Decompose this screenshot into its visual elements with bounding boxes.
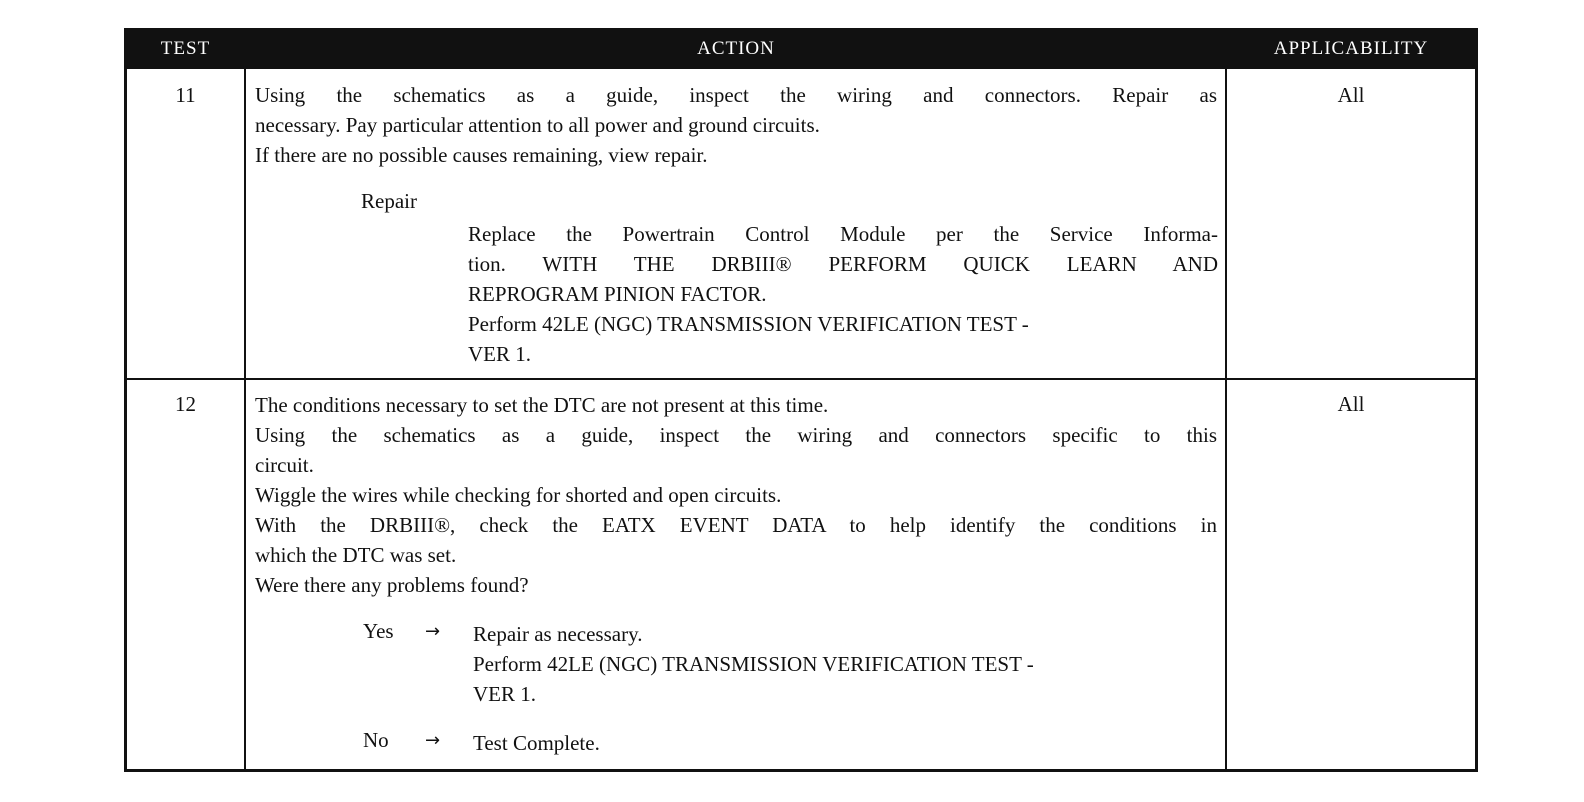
row-12-line-2: Using the schematics as a guide, inspect the wiring and connectors specific to this: [255, 423, 1217, 447]
row-12-line-4: Wiggle the wires while checking for shorted and open circuits.: [255, 483, 782, 507]
table-header: [127, 31, 1475, 69]
row-11-repair-line-5: VER 1.: [468, 342, 531, 366]
row-12-no-text: [473, 728, 1218, 758]
row-11-action-text: [255, 80, 1217, 170]
header-test: TEST: [160, 38, 211, 59]
row-11-repair-line-1: Replace the Powertrain Control Module per the Service Informa-: [468, 222, 1218, 246]
row-11-line-1: Using the schematics as a guide, inspect the wiring and connectors. Repair as: [255, 83, 1217, 107]
row-11-line-3: If there are no possible causes remaining, view repair.: [255, 143, 708, 167]
row-divider: [127, 378, 1475, 380]
row-12-yes-arrow-icon: →: [425, 621, 441, 642]
column-divider-left: [244, 69, 246, 769]
row-12-line-7: Were there any problems found?: [255, 573, 529, 597]
row-12-no-arrow-icon: →: [425, 730, 441, 751]
row-12-line-3: circuit.: [255, 453, 314, 477]
row-11-line-2: necessary. Pay particular attention to all power and ground circuits.: [255, 113, 820, 137]
row-11-test-number: 11: [175, 83, 196, 107]
row-12-line-5: With the DRBIII®, check the EATX EVENT DATA to help identify the conditions in: [255, 513, 1217, 537]
row-12-no-label: No: [363, 728, 389, 752]
header-action: ACTION: [697, 38, 775, 59]
row-12-line-6: which the DTC was set.: [255, 543, 457, 567]
row-12-yes-line-3: VER 1.: [473, 682, 536, 706]
row-12-yes-label: Yes: [363, 619, 394, 643]
row-11-repair-label: Repair: [361, 189, 417, 213]
row-12-no-line-1: Test Complete.: [473, 731, 600, 755]
row-11-applicability: All: [1337, 83, 1365, 107]
procedure-table: [124, 28, 1478, 772]
row-11-repair-text: [468, 219, 1218, 369]
row-12-yes-line-1: Repair as necessary.: [473, 622, 643, 646]
row-11-repair-line-3: REPROGRAM PINION FACTOR.: [468, 282, 767, 306]
column-divider-right: [1225, 69, 1227, 769]
header-applicability: APPLICABILITY: [1273, 38, 1429, 59]
row-12-action-text: [255, 390, 1217, 600]
row-12-yes-text: [473, 619, 1218, 709]
row-12-yes-line-2: Perform 42LE (NGC) TRANSMISSION VERIFICATION TEST -: [473, 652, 1034, 676]
row-12-line-1: The conditions necessary to set the DTC are not present at this time.: [255, 393, 829, 417]
row-12-applicability: All: [1337, 392, 1365, 416]
row-11-repair-line-2: tion. WITH THE DRBIII® PERFORM QUICK LEARN AND: [468, 252, 1218, 276]
row-12-test-number: 12: [175, 392, 196, 416]
row-11-repair-line-4: Perform 42LE (NGC) TRANSMISSION VERIFICATION TEST -: [468, 312, 1029, 336]
